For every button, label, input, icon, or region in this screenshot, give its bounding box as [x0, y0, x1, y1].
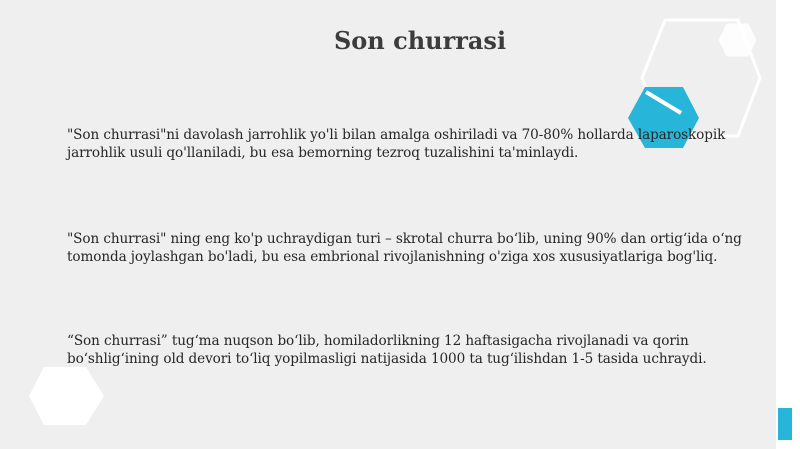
scrollbar-thumb[interactable]: [778, 408, 792, 440]
slide-title: Son churrasi: [333, 26, 507, 55]
paragraph-1: "Son churrasi"ni davolash jarrohlik yo'li bilan amalga oshiriladi va 70-80% hollarda laparoskopik jarrohlik usuli qo'llaniladi, bu esa bemorning tezroq tuzalishini ta'minlaydi.: [67, 127, 726, 161]
scrollbar-track[interactable]: [776, 0, 800, 449]
paragraph-2: "Son churrasi" ning eng ko'p uchraydigan turi – skrotal churra bo‘lib, uning 90% dan ortig‘ida o‘ng tomonda joylashgan bo'ladi, bu esa embrional rivojlanishning o'ziga xos xususiyatlariga bog'liq.: [67, 231, 742, 265]
white-hexagon-decoration: [29, 367, 104, 425]
paragraph-3: “Son churrasi” tug‘ma nuqson bo‘lib, homiladorlikning 12 haftasigacha rivojlanadi va qorin bo‘shlig‘ining old devori to‘liq yopilmasligi natijasida 1000 ta tug‘ilishdan 1-5 tasida uchraydi.: [67, 333, 707, 367]
